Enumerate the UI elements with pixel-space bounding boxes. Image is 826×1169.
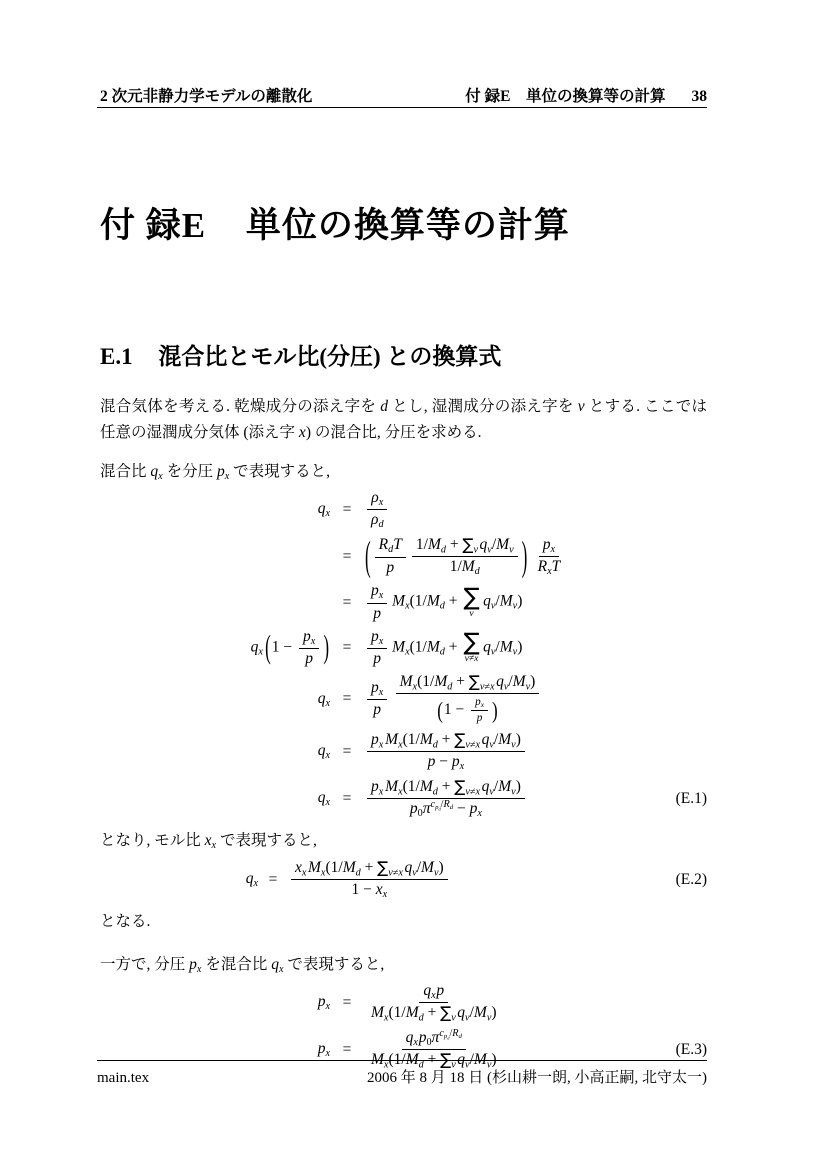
- equation-relation: =: [342, 690, 352, 708]
- equation-row-e1-1: [100, 488, 707, 532]
- paragraph-molar-ratio-lead: となり, モル比 $x_x$ で表現すると,: [100, 832, 317, 852]
- equation-rhs: $\frac{p_x}{p}$ $M_x(1/M_d$ + ∑ v $q_v/M_v$): [364, 581, 645, 623]
- header-left-title: 2 次元非静力学モデルの離散化: [100, 88, 313, 105]
- equation-lhs: $q_x$: [317, 788, 330, 808]
- equation-lhs: $p_x$: [317, 1040, 330, 1060]
- equation-block-e1: [100, 488, 707, 820]
- header-center-title: 付 録E 単位の換算等の計算: [465, 88, 666, 105]
- header-rule: [97, 107, 707, 108]
- equation-number: (E.2): [675, 870, 707, 888]
- paragraph-partial-pressure-lead: 一方で, 分圧 $p_x$ を混合比 $q_x$ で表現すると,: [100, 955, 385, 975]
- equation-row-e1-2: [100, 535, 707, 579]
- paragraph-intro: 混合気体を考える. 乾燥成分の添え字を d とし, 湿潤成分の添え字を v とする. ここでは任意の湿潤成分気体 (添え字 x) の混合比, 分圧を求める.: [100, 398, 707, 442]
- equation-number: (E.3): [675, 1040, 707, 1058]
- running-header: [100, 84, 707, 106]
- body-text: [100, 394, 707, 1080]
- equation-block-e3: [100, 981, 707, 1072]
- equation-relation: =: [342, 593, 352, 611]
- equation-rhs: $\frac{p_x}{p}$ $M_x(1/M_d + \sum_{v\ne x}q_v/M_v)$ (1 − $\frac{p_x}{p}$ ): [364, 672, 645, 727]
- equation-rhs: $\frac{p_x}{p}$ $M_x(1/M_d$ + ∑ v≠x $q_v/M_v$): [364, 627, 645, 669]
- section-number: E.1: [100, 344, 133, 369]
- equation-relation: =: [342, 638, 352, 656]
- equation-relation: =: [342, 500, 352, 518]
- footer-rule: [97, 1060, 707, 1061]
- chapter-label: 付 録E: [100, 206, 207, 245]
- equation-row-e2: [100, 858, 707, 902]
- chapter-title: 単位の換算等の計算: [245, 206, 570, 245]
- equation-relation: =: [342, 994, 352, 1012]
- equation-relation: =: [342, 742, 352, 760]
- section-title: 混合比とモル比(分圧) との換算式: [158, 344, 502, 369]
- equation-rhs: $\frac{q_xp_0\pi^{c_{p_d}/R_d}}{M_x(1/M_d + \sum_vq_v/M_v)}$: [371, 1028, 497, 1071]
- equation-lhs: $q_x$: [317, 500, 330, 520]
- header-right-group: [465, 84, 707, 106]
- equation-row-e1-5: [100, 672, 707, 727]
- page-number: 38: [691, 88, 707, 105]
- equation-row-e1-7: [100, 777, 707, 821]
- footer-date-authors: 2006 年 8 月 18 日 (杉山耕一朗, 小高正嗣, 北守太一): [367, 1070, 707, 1086]
- equation-rhs: $\frac{p_x M_x(1/M_d + \sum_{v\ne x}q_v/M_v)}{p_0\pi^{c_{p_d}/R_d} - p_x}$: [364, 777, 645, 821]
- equation-lhs: $q_x$: [317, 689, 330, 709]
- equation-block-e2: [100, 858, 707, 902]
- paragraph-mixing-ratio-lead: 混合比 $q_x$ を分圧 $p_x$ で表現すると,: [100, 462, 331, 482]
- equation-rhs: ( $\frac{R_dT}{p}$ $\frac{1/M_d + \sum_vq_v/M_v}{1/M_d}$ ) $\frac{p_x}{R_xT}$: [365, 533, 561, 579]
- equation-number: (E.1): [675, 789, 707, 807]
- equation-lhs: $q_x$: [317, 742, 330, 762]
- equation-rhs: $\frac{q_xp}{M_x(1/M_d + \sum_vq_v/M_v)}$: [371, 982, 497, 1024]
- equation-rhs: $\frac{\rho_x}{\rho_d}$: [364, 488, 645, 532]
- equation-rhs: $\frac{p_x M_x(1/M_d + \sum_{v\ne x}q_v/M_v)}{p - p_x}$: [364, 730, 645, 774]
- equation-row-e1-4: [100, 627, 707, 669]
- equation-rhs: $\frac{x_xM_x(1/M_d + \sum_{v\ne x}q_v/M_v)}{1 - x_x}$: [288, 858, 645, 902]
- equation-lhs: $q_x$ (1 − $\frac{p_x}{p}$ ): [250, 627, 329, 667]
- equation-relation: =: [268, 870, 278, 888]
- equation-relation: =: [342, 1040, 352, 1058]
- equation-row-e1-6: [100, 730, 707, 774]
- footer: [97, 1066, 707, 1087]
- equation-row-e1-3: [100, 581, 707, 623]
- equation-row-e3-1: [100, 981, 707, 1025]
- equation-lhs: $q_x$: [245, 869, 258, 889]
- equation-relation: =: [342, 789, 352, 807]
- chapter-heading: [100, 198, 570, 248]
- equation-relation: =: [342, 547, 352, 565]
- paragraph-tonaru: となる.: [100, 913, 151, 931]
- equation-lhs: $p_x$: [317, 993, 330, 1013]
- footer-filename: main.tex: [97, 1070, 150, 1086]
- section-heading: [100, 338, 501, 371]
